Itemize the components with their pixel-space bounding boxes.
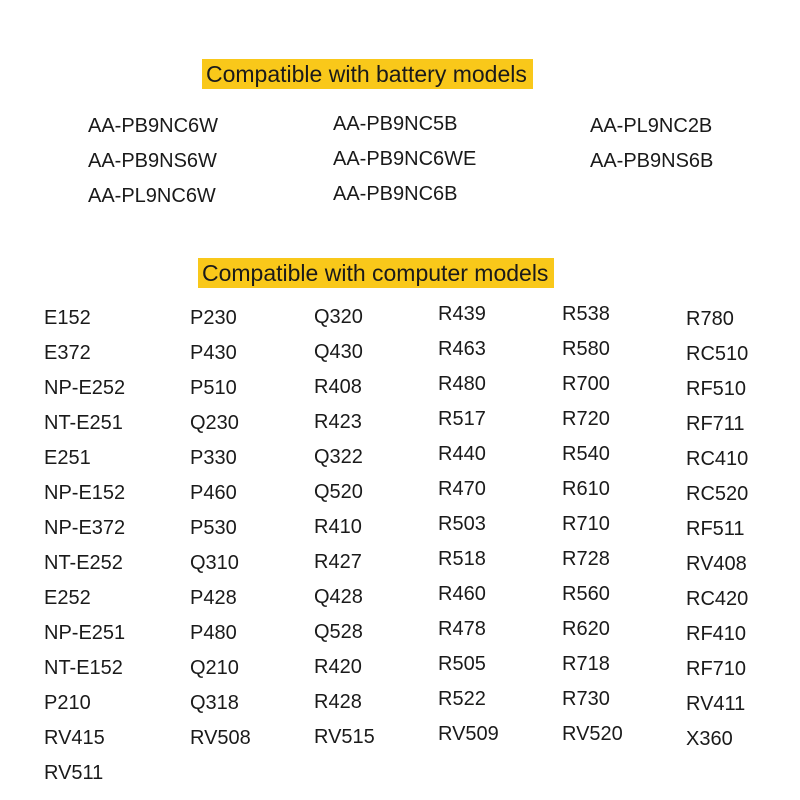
battery-models-heading: Compatible with battery models [202,59,533,89]
model-item: R610 [562,478,610,500]
model-item: R480 [438,373,486,395]
model-item: RF510 [686,378,747,400]
model-item: Q230 [190,412,239,434]
model-item: NP-E252 [44,377,126,399]
computer-models-column [190,301,251,756]
computer-models-column [686,302,748,757]
model-item: R700 [562,373,610,395]
model-item: R620 [562,618,610,640]
model-item: Q528 [314,621,363,643]
model-item: AA-PB9NS6B [590,150,714,172]
model-item: P430 [190,342,237,364]
model-item: R503 [438,513,486,535]
model-item: Q520 [314,481,363,503]
model-item: R463 [438,338,486,360]
model-item: AA-PB9NS6W [88,150,217,172]
model-item: RV511 [44,762,104,784]
model-item: RF710 [686,658,747,680]
model-item: RF511 [686,518,745,540]
model-item: R580 [562,338,610,360]
model-item: RF711 [686,413,745,435]
model-item: RC510 [686,343,749,365]
model-item: R522 [438,688,486,710]
battery-models-column [88,109,218,214]
model-item: RF410 [686,623,747,645]
model-item: P510 [190,377,237,399]
model-item: AA-PL9NC6W [88,185,216,207]
model-item: P230 [190,307,237,329]
model-item: RC420 [686,588,749,610]
model-item: Q322 [314,446,363,468]
model-item: RC520 [686,483,749,505]
computer-models-column [562,297,623,752]
model-item: R460 [438,583,486,605]
model-item: P480 [190,622,237,644]
model-item: NP-E152 [44,482,126,504]
computer-models-heading: Compatible with computer models [198,258,554,288]
model-item: RV411 [686,693,746,715]
model-item: R517 [438,408,486,430]
model-item: NP-E372 [44,517,126,539]
model-item: RV508 [190,727,251,749]
model-item: R505 [438,653,486,675]
model-item: R440 [438,443,486,465]
model-item: R428 [314,691,362,713]
model-item: Q428 [314,586,363,608]
model-item: R710 [562,513,610,535]
model-item: P330 [190,447,237,469]
model-item: NT-E251 [44,412,123,434]
model-item: RV408 [686,553,747,575]
model-item: AA-PL9NC2B [590,115,713,137]
model-item: NT-E152 [44,657,123,679]
model-item: R408 [314,376,362,398]
model-item: R560 [562,583,610,605]
model-item: R720 [562,408,610,430]
model-item: RV520 [562,723,623,745]
model-item: R730 [562,688,610,710]
model-item: RV509 [438,723,499,745]
battery-models-column [333,107,476,212]
computer-models-column [314,300,375,755]
model-item: X360 [686,728,733,750]
model-item: R780 [686,308,734,330]
model-item: R410 [314,516,362,538]
model-item: R470 [438,478,486,500]
model-item: NP-E251 [44,622,126,644]
model-item: P460 [190,482,237,504]
model-item: R439 [438,303,486,325]
model-item: R420 [314,656,362,678]
model-item: Q430 [314,341,363,363]
computer-models-column [438,297,499,752]
model-item: R427 [314,551,362,573]
model-item: R538 [562,303,610,325]
model-item: R478 [438,618,486,640]
model-item: AA-PB9NC6WE [333,148,477,170]
model-item: E372 [44,342,91,364]
model-item: P530 [190,517,237,539]
model-item: Q320 [314,306,363,328]
model-item: R518 [438,548,486,570]
model-item: AA-PB9NC5B [333,113,458,135]
battery-models-column [590,109,713,179]
model-item: P428 [190,587,237,609]
model-item: Q310 [190,552,239,574]
model-item: R540 [562,443,610,465]
model-item: R728 [562,548,610,570]
model-item: RV415 [44,727,105,749]
model-item: RV515 [314,726,375,748]
model-item: R423 [314,411,362,433]
model-item: Q210 [190,657,239,679]
model-item: R718 [562,653,610,675]
model-item: E152 [44,307,91,329]
model-item: RC410 [686,448,749,470]
model-item: E251 [44,447,91,469]
model-item: P210 [44,692,91,714]
model-item: Q318 [190,692,239,714]
model-item: AA-PB9NC6W [88,115,219,137]
model-item: E252 [44,587,91,609]
computer-models-column [44,301,125,791]
model-item: NT-E252 [44,552,123,574]
model-item: AA-PB9NC6B [333,183,458,205]
